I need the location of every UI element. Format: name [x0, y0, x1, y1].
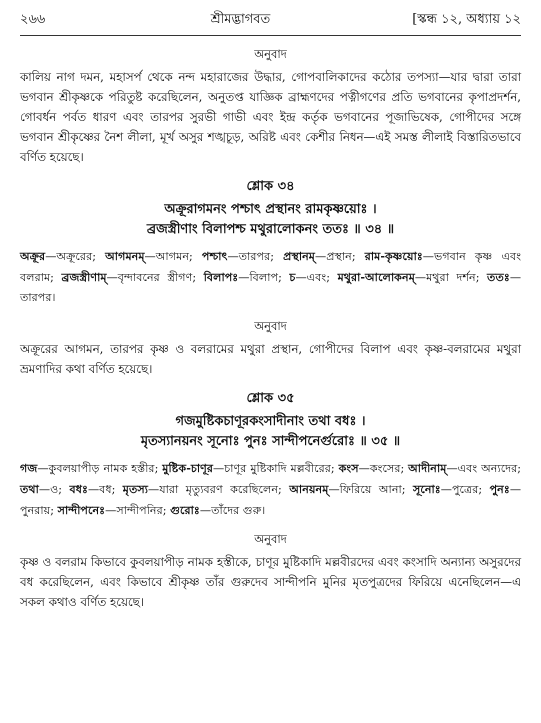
- synonym-word: গজ: [20, 461, 38, 475]
- translation-label: অনুবাদ: [254, 532, 287, 546]
- synonym-word: ব্রজস্ত্রীণাম্: [61, 270, 107, 284]
- synonym-meaning: —তাঁদের গুরু।: [199, 504, 266, 517]
- synonym-word: গুরোঃ: [170, 503, 200, 517]
- verse-line: ব্রজস্ত্রীণাং বিলাপশ্চ মথুরালোকনং ততঃ ॥ ৩৪ ॥: [146, 222, 395, 237]
- synonym-word: আগমনম্: [105, 249, 145, 263]
- verse-number: শ্লোক ৩৫: [246, 391, 295, 406]
- synonym-word: পুনঃ: [489, 482, 510, 496]
- synonym-meaning: —সান্দীপনির;: [105, 504, 171, 517]
- synonym-word: মৃতস্য: [122, 482, 149, 496]
- synonym-word: চ: [289, 270, 296, 284]
- synonym-meaning: —মথুরা দর্শন;: [414, 271, 488, 284]
- verse-line: মৃতস্যানয়নং সূনোঃ পুনঃ সান্দীপনের্গুরোঃ ॥ ৩৫ ॥: [140, 434, 401, 449]
- synonym-meaning: —বিলাপ;: [238, 271, 290, 284]
- translation-label: অনুবাদ: [254, 47, 287, 61]
- verse-line: গজমুষ্টিকচাণূরকংসাদীনাং তথা বধঃ ।: [175, 414, 366, 429]
- synonym-meaning: —ফিরিয়ে আনা;: [328, 483, 413, 496]
- synonym-meaning: —বধ;: [87, 483, 123, 496]
- word-synonyms: [20, 458, 521, 521]
- synonym-word: বধঃ: [69, 482, 88, 496]
- synonym-meaning: —তারপর;: [227, 250, 284, 263]
- synonym-meaning: —চাণূর মুষ্টিকাদি মল্লবীরের;: [213, 462, 339, 475]
- synonym-meaning: —এবং;: [295, 271, 338, 284]
- synonym-meaning: —তারপর।: [20, 271, 521, 304]
- synonym-meaning: —এবং অন্যদের;: [446, 462, 521, 475]
- synonym-word: বিলাপঃ: [203, 270, 239, 284]
- synonym-meaning: —কংসের;: [358, 462, 409, 475]
- synonym-meaning: —আগমন;: [144, 250, 202, 263]
- synonym-meaning: —কুবলয়াপীড় নামক হস্তীর;: [37, 462, 163, 475]
- translation-text: কালিয় নাগ দমন, মহাসর্প থেকে নন্দ মহারাজের উদ্ধার, গোপবালিকাদের কঠোর তপস্যা—যার দ্বারা তারা ভগবান শ্রীকৃষ্ণকে পরিতুষ্ট করেছিলেন, অনুতপ্ত যাজ্ঞিক ব্রাহ্মণদের পত্নীগণের প্রতি ভগবানের কৃপাপ্রদর্শন, গোবর্ধন পর্বত ধারণ এবং তারপর সুরভী গাভী এবং ইন্দ্র কর্তৃক ভগবানের পূজাভিষেক, গোপীদের সঙ্গে ভগবান শ্রীকৃষ্ণের নৈশ লীলা, মূর্খ অসুর শঙ্খচূড়, অরিষ্ট এবং কেশীর নিধন—এই সমস্ত লীলাই বিস্তারিতভাবে বর্ণিত হয়েছে।: [20, 70, 522, 164]
- word-synonyms: [20, 246, 521, 308]
- synonym-word: মথুরা-আলোকনম্: [337, 270, 415, 284]
- translation-text: অক্রূরের আগমন, তারপর কৃষ্ণ ও বলরামের মথুরা প্রস্থান, গোপীদের বিলাপ এবং কৃষ্ণ-বলরামের মথুরা ভ্রমণাদির কথা বর্ণিত হয়েছে।: [20, 342, 521, 376]
- synonym-meaning: —ভগবান কৃষ্ণ এবং বলরাম;: [20, 250, 522, 284]
- canto-chapter-reference: [স্কন্ধ ১২, অধ্যায় ১২: [412, 12, 521, 27]
- synonym-meaning: —পুনরায়;: [20, 483, 521, 517]
- synonym-word: সূনোঃ: [412, 482, 441, 496]
- synonym-word: কংস: [338, 461, 359, 475]
- verse-line: অক্রূরাগমনং পশ্চাৎ প্রস্থানং রামকৃষ্ণয়োঃ ।: [164, 202, 377, 217]
- book-title: শ্রীমদ্ভাগবত: [210, 12, 271, 27]
- synonym-meaning: —বৃন্দাবনের স্ত্রীগণ;: [106, 271, 204, 284]
- synonym-word: আনয়নম্: [289, 482, 329, 496]
- synonym-word: প্রস্থানম্: [283, 249, 315, 263]
- synonym-word: পশ্চাৎ: [201, 249, 228, 263]
- synonym-word: রাম-কৃষ্ণয়োঃ: [364, 249, 423, 263]
- page-header: [20, 10, 521, 32]
- synonym-word: অক্রূর: [20, 249, 46, 263]
- verse-number: শ্লোক ৩৪: [246, 179, 295, 194]
- synonym-meaning: —যারা মৃত্যুবরণ করেছিলেন;: [148, 483, 290, 496]
- synonym-meaning: —পুত্রের;: [440, 483, 490, 496]
- translation-label: অনুবাদ: [254, 319, 287, 333]
- translation-text: কৃষ্ণ ও বলরাম কিভাবে কুবলয়াপীড় নামক হস্তীকে, চাণূর মুষ্টিকাদি মল্লবীরদের এবং কংসাদি অন্যান্য অসুরদের বধ করেছিলেন, এবং কিভাবে শ্রীকৃষ্ণ তাঁর গুরুদেব সান্দীপনি মুনির মৃতপুত্রদের ফিরিয়ে এনেছিলেন—এ সকল কথাও বর্ণিত হয়েছে।: [20, 555, 521, 609]
- header-divider: [20, 35, 521, 36]
- synonym-word: ততঃ: [487, 270, 510, 284]
- synonym-word: সান্দীপনেঃ: [57, 503, 106, 517]
- synonym-word: মুষ্টিক-চাণূর: [162, 461, 214, 475]
- synonym-meaning: —ও;: [38, 483, 70, 496]
- synonym-word: আদীনাম্: [408, 461, 447, 475]
- synonym-word: তথা: [20, 482, 39, 496]
- synonym-meaning: —অক্রূরের;: [45, 250, 106, 263]
- page-number: ২৬৬: [20, 12, 46, 27]
- synonym-meaning: —প্রস্থান;: [315, 250, 365, 263]
